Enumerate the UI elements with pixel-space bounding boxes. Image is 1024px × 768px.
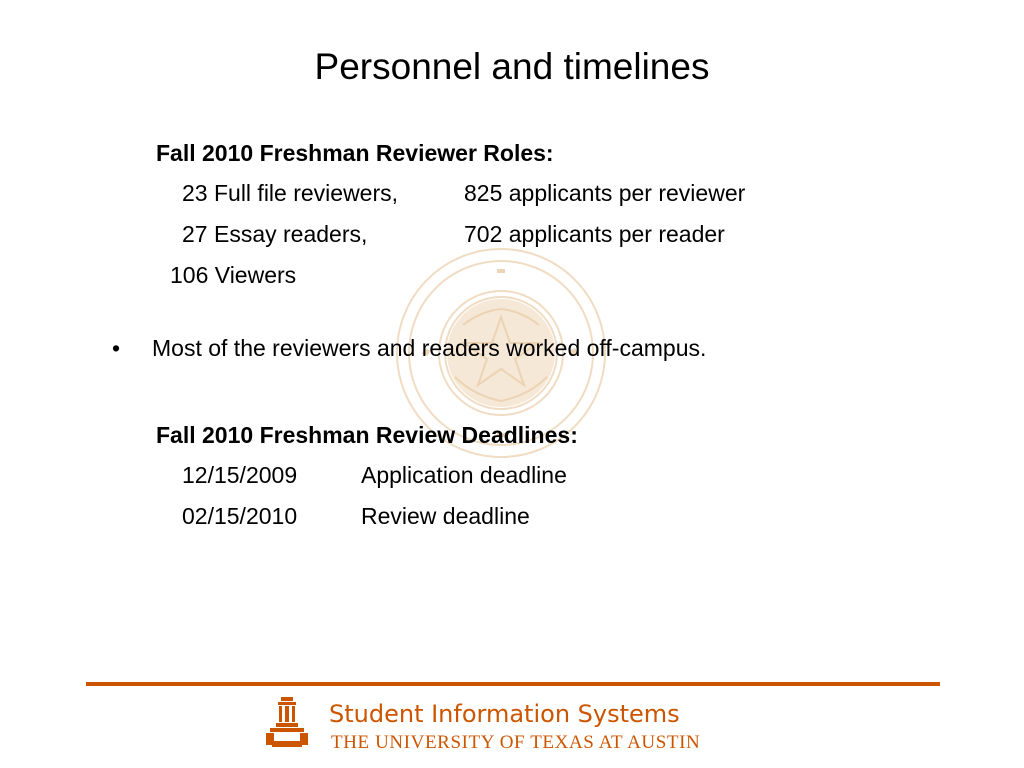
bullet-item [112,333,706,363]
deadline-label-review: Review deadline [361,503,530,529]
role-detail-essay: 702 applicants per reader [464,221,725,247]
slide-title: Personnel and timelines [314,46,710,87]
ut-tower-icon [266,697,308,747]
deadline-date-review: 02/15/2010 [182,503,298,529]
role-count-full-file: 23 Full file reviewers, [182,180,399,206]
bullet-marker: • [112,335,121,361]
bullet-text: Most of the reviewers and readers worked off-campus. [152,335,707,361]
footer-divider [86,682,940,686]
deadline-date-application: 12/15/2009 [182,462,298,488]
role-detail-full-file: 825 applicants per reviewer [464,180,746,206]
role-count-essay: 27 Essay readers, [182,221,368,247]
role-count-viewers: 106 Viewers [170,262,297,288]
footer-unit-name: Student Information Systems [329,700,680,728]
deadline-label-application: Application deadline [361,462,567,488]
deadlines-heading: Fall 2010 Freshman Review Deadlines: [156,422,578,448]
reviewer-roles-heading: Fall 2010 Freshman Reviewer Roles: [156,140,554,166]
footer-university-name: THE UNIVERSITY OF TEXAS AT AUSTIN [331,732,701,753]
